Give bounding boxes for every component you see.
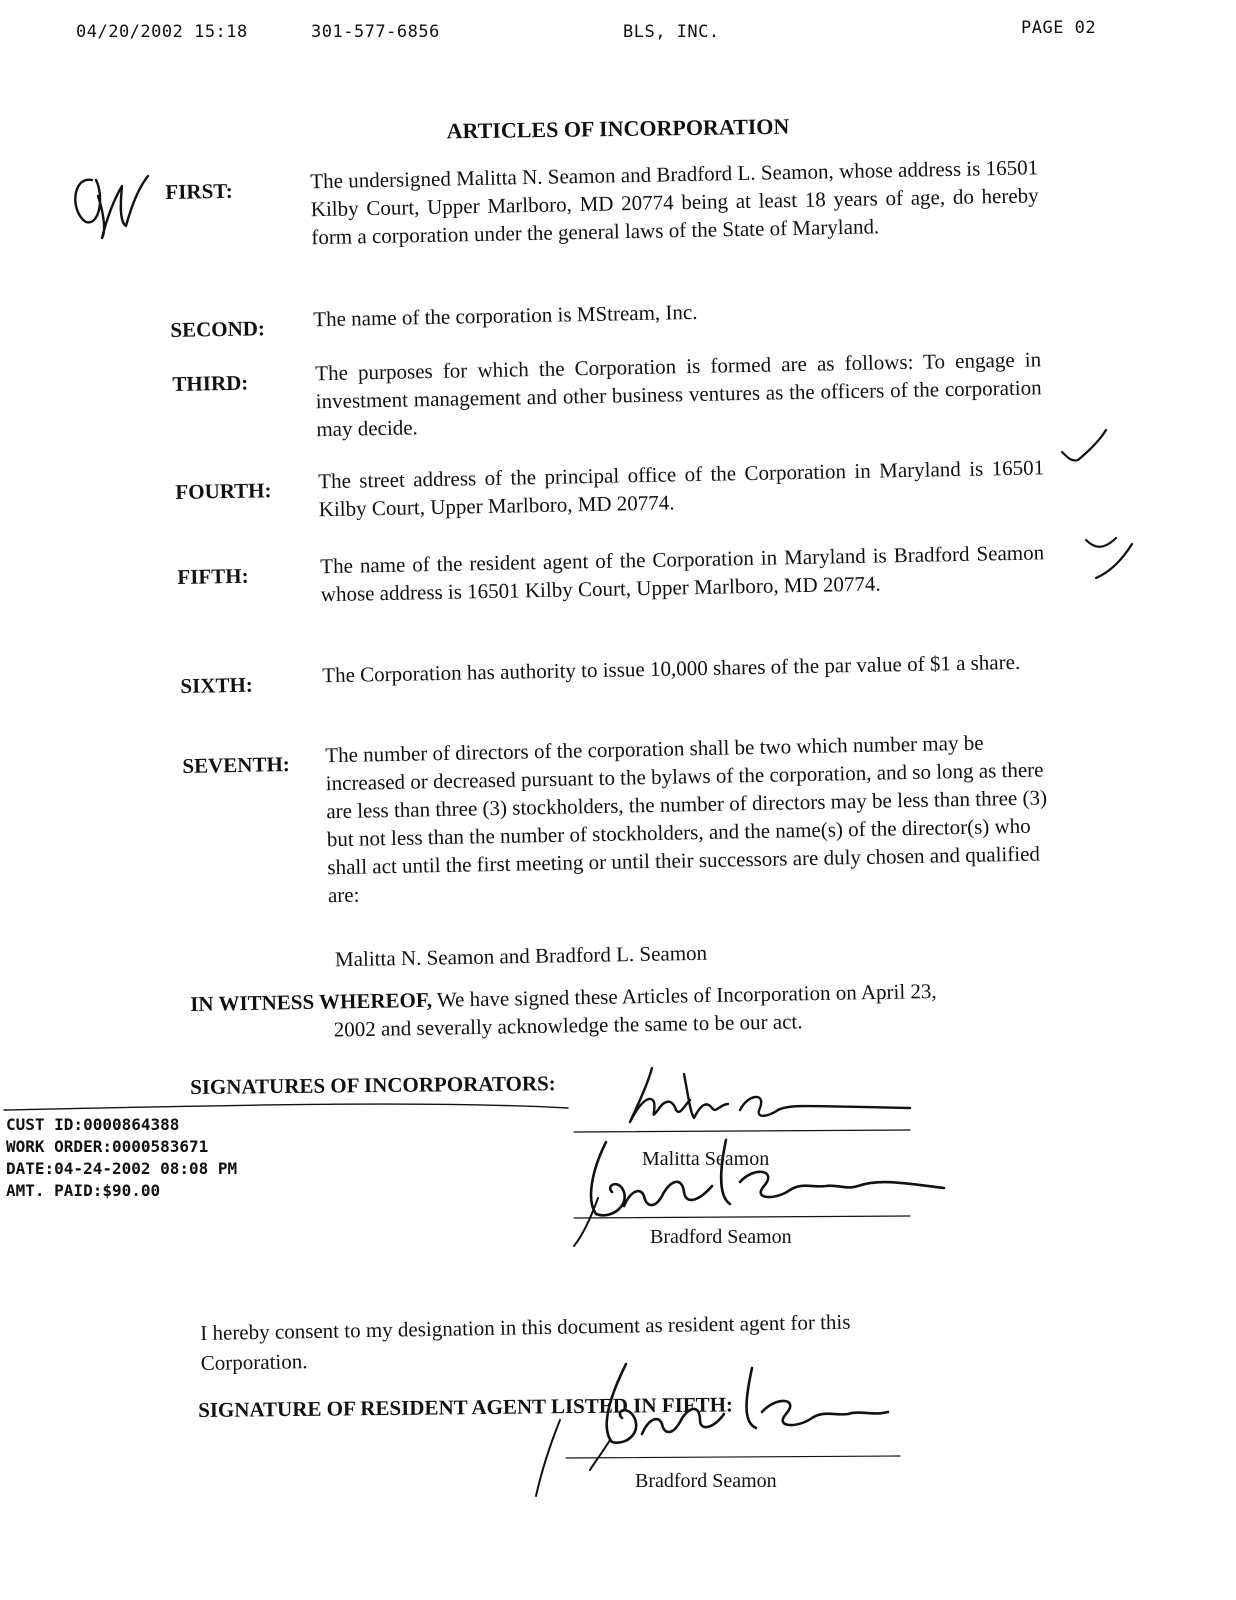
resident-agent-heading: SIGNATURE OF RESIDENT AGENT LISTED IN FIFTH: xyxy=(198,1392,734,1422)
resident-agent-name: Bradford Seamon xyxy=(635,1470,777,1492)
signature-bradford-tail xyxy=(574,1198,598,1246)
witness-line-1: We have signed these Articles of Incorporation on April 23, xyxy=(431,978,937,1012)
fax-page-number: PAGE 02 xyxy=(1021,18,1097,38)
check-mark-icon xyxy=(1086,538,1116,547)
article-label: FOURTH: xyxy=(175,478,272,504)
filing-receipt-stamp xyxy=(6,1114,237,1202)
witness-line-2: 2002 and severally acknowledge the same to be our act. xyxy=(333,1009,803,1042)
article-text: The name of the resident agent of the Corporation in Maryland is Bradford Seamon whose address is 16501 Kilby Court, Upper Marlboro, MD 20774. xyxy=(320,540,1045,607)
witness-clause xyxy=(190,975,1051,1046)
check-mark-icon xyxy=(1062,430,1106,461)
receipt-amount: AMT. PAID:$90.00 xyxy=(6,1181,161,1200)
article-text: The Corporation has authority to issue 10,000 shares of the par value of $1 a share. xyxy=(322,649,1021,688)
signature-malitta xyxy=(630,1068,910,1122)
fax-sender: BLS, INC. xyxy=(623,22,720,42)
article-label: SIXTH: xyxy=(180,672,253,698)
document-title: ARTICLES OF INCORPORATION xyxy=(446,113,790,144)
article-text: The street address of the principal office of the Corporation in Maryland is 16501 Kilby Court, Upper Marlboro, MD 20774. xyxy=(318,455,1045,522)
resident-agent-consent: I hereby consent to my designation in this document as resident agent for this Corporation. xyxy=(200,1309,851,1375)
handwritten-initials xyxy=(75,176,148,238)
incorporators-heading: SIGNATURES OF INCORPORATORS: xyxy=(190,1071,556,1099)
article-label: SEVENTH: xyxy=(182,751,290,778)
incorporator-name-1: Malitta Seamon xyxy=(642,1148,770,1170)
signature-line-3 xyxy=(566,1456,900,1458)
signature-resident-agent-tail xyxy=(536,1420,610,1496)
signature-line-1 xyxy=(574,1130,910,1132)
fax-date-time: 04/20/2002 15:18 xyxy=(76,22,248,42)
article-label: FIFTH: xyxy=(177,563,249,589)
article-text: The undersigned Malitta N. Seamon and Bradford L. Seamon, whose address is 16501 Kilby Court, Upper Marlboro, MD 20774 being at least 18 years of age, do hereby form a corporation under the general laws of the State of Maryland. xyxy=(310,155,1039,250)
article-label: SECOND: xyxy=(170,316,266,342)
fax-header xyxy=(76,18,1146,52)
article-label: FIRST: xyxy=(165,178,233,204)
article-text: The name of the corporation is MStream, Inc. xyxy=(313,299,698,332)
witness-lead: IN WITNESS WHEREOF, xyxy=(190,987,433,1016)
directors-names: Malitta N. Seamon and Bradford L. Seamon xyxy=(334,940,708,972)
article-text: The number of directors of the corporation shall be two which number may be increased or decreased pursuant to the bylaws of the corporation, and so long as there are less than three (3) stockholders, the number of directors may be less than three (3) but not less than the number of stockholders, and the name(s) of the director(s) who shall act until the first meeting or until their successors are duly chosen and qualified are: xyxy=(325,730,1048,908)
receipt-date: DATE:04-24-2002 08:08 PM xyxy=(6,1159,238,1178)
fax-phone: 301-577-6856 xyxy=(311,22,440,42)
receipt-cust-id: CUST ID:0000864388 xyxy=(6,1115,180,1134)
signature-line-2 xyxy=(574,1216,910,1218)
receipt-frame-line xyxy=(4,1104,568,1110)
article-text: The purposes for which the Corporation is formed are as follows: To engage in investment management and other business ventures as the officers of the corporation may decide. xyxy=(315,347,1042,442)
article-label: THIRD: xyxy=(172,370,249,396)
receipt-work-order: WORK ORDER:0000583671 xyxy=(6,1137,209,1156)
check-mark-icon xyxy=(1096,544,1132,578)
incorporator-name-2: Bradford Seamon xyxy=(650,1226,792,1248)
